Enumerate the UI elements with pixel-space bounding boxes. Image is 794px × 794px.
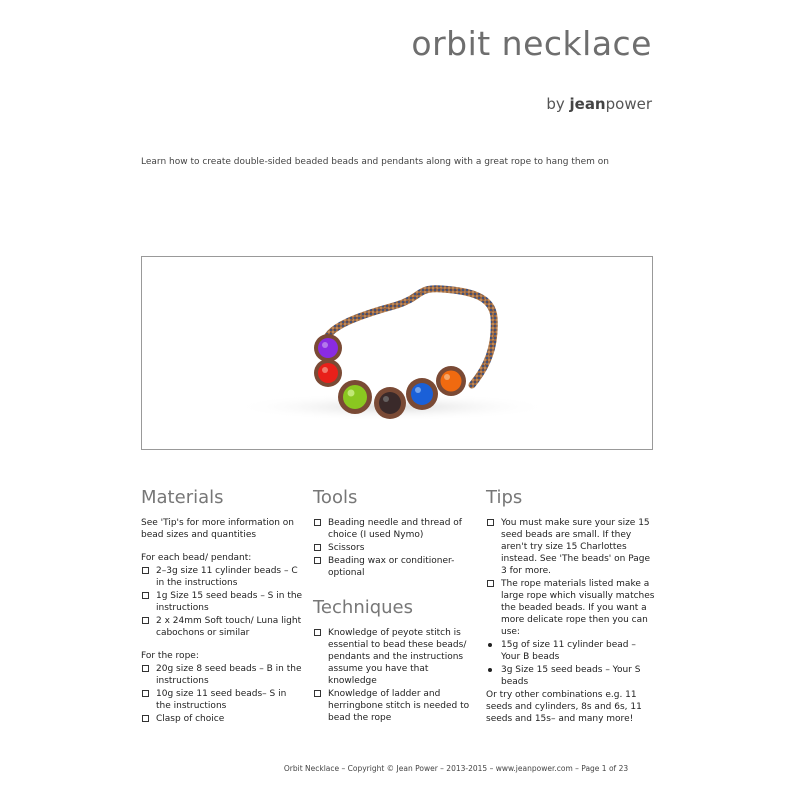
rope-label: For the rope: <box>141 651 199 661</box>
bead-purple <box>314 334 342 362</box>
rope-item <box>141 713 303 725</box>
pendant-item-text: 1g Size 15 seed beads – S in the instructions <box>156 591 303 613</box>
tools-item-text: Scissors <box>328 543 365 553</box>
checkbox-icon <box>142 592 149 599</box>
tips-closing: Or try other combinations e.g. 11 seeds and cylinders, 8s and 6s, 11 seeds and 15s– and many more! <box>486 690 642 724</box>
pendant-list <box>141 565 303 639</box>
techniques-list <box>313 627 478 724</box>
tools-column <box>313 487 478 725</box>
tips-bullet <box>486 639 656 663</box>
tools-item-text: Beading needle and thread of choice (I used Nymo) <box>328 518 462 540</box>
materials-heading: Materials <box>141 487 224 508</box>
byline <box>546 95 652 113</box>
rope-item-text: 20g size 8 seed beads – B in the instructions <box>156 664 302 686</box>
checkbox-icon <box>142 715 149 722</box>
tips-bullet-text: 3g Size 15 seed beads – Your S beads <box>501 665 641 687</box>
techniques-item-text: Knowledge of ladder and herringbone stitch is needed to bead the rope <box>328 689 470 723</box>
tools-item-text: Beading wax or conditioner- optional <box>328 556 455 578</box>
checkbox-icon <box>142 665 149 672</box>
necklace-photo <box>141 256 653 450</box>
rope-item-text: 10g size 11 seed beads– S in the instructions <box>156 689 287 711</box>
bead-blue <box>406 378 438 410</box>
pendant-item-text: 2–3g size 11 cylinder beads – C in the instructions <box>156 566 298 588</box>
bead-orange <box>436 366 466 396</box>
tools-item <box>313 555 478 579</box>
rope-item <box>141 688 303 712</box>
pendant-label: For each bead/ pendant: <box>141 553 252 563</box>
tips-item-text: The rope materials listed make a large rope which visually matches the beaded beads. If you want a more delicate rope then you can use: <box>501 579 655 637</box>
necklace-rope <box>326 289 494 385</box>
intro-text: Learn how to create double-sided beaded beads and pendants along with a great rope to hang them on <box>141 157 609 167</box>
checkbox-icon <box>487 580 494 587</box>
checkbox-icon <box>142 617 149 624</box>
byline-by: by <box>546 95 570 113</box>
byline-name-bold: jean <box>569 95 606 113</box>
techniques-item-text: Knowledge of peyote stitch is essential to bead these beads/ pendants and the instructions assume you have that knowledge <box>328 628 467 686</box>
checkbox-icon <box>142 690 149 697</box>
techniques-heading: Techniques <box>313 597 414 618</box>
checkbox-icon <box>487 519 494 526</box>
materials-column <box>141 487 303 726</box>
checkbox-icon <box>314 629 321 636</box>
pendant-item <box>141 565 303 589</box>
tips-item-text: You must make sure your size 15 seed beads are small. If they aren't try size 15 Charlottes instead. See 'The beads' on Page 3 for more. <box>501 518 650 576</box>
tips-heading: Tips <box>486 487 523 508</box>
page-footer: Orbit Necklace – Copyright © Jean Power – 2013-2015 – www.jeanpower.com – Page 1 of 23 <box>283 764 629 773</box>
techniques-item <box>313 627 478 687</box>
page-title: orbit necklace <box>411 24 652 63</box>
pendant-item <box>141 615 303 639</box>
checkbox-icon <box>314 544 321 551</box>
techniques-item <box>313 688 478 724</box>
pendant-item-text: 2 x 24mm Soft touch/ Luna light cabochons or similar <box>156 616 302 638</box>
checkbox-icon <box>142 567 149 574</box>
rope-item-text: Clasp of choice <box>156 714 225 724</box>
necklace-illustration <box>142 257 653 450</box>
tips-item <box>486 517 656 577</box>
tips-column <box>486 487 656 725</box>
tips-bullet-text: 15g of size 11 cylinder bead – Your B beads <box>501 640 636 662</box>
tools-item <box>313 542 478 554</box>
rope-item <box>141 663 303 687</box>
bullet-icon <box>488 668 492 672</box>
bead-red <box>314 359 342 387</box>
pendant-item <box>141 590 303 614</box>
tools-list <box>313 517 478 579</box>
checkbox-icon <box>314 519 321 526</box>
bead-green <box>338 380 372 414</box>
bead-black <box>374 387 406 419</box>
tips-list <box>486 517 656 688</box>
tools-heading: Tools <box>313 487 358 508</box>
bullet-icon <box>488 643 492 647</box>
materials-note: See 'Tip's for more information on bead sizes and quantities <box>141 518 295 540</box>
checkbox-icon <box>314 690 321 697</box>
checkbox-icon <box>314 557 321 564</box>
byline-name-rest: power <box>605 95 652 113</box>
tools-item <box>313 517 478 541</box>
tips-item <box>486 578 656 638</box>
rope-list <box>141 663 303 725</box>
tips-bullet <box>486 664 656 688</box>
